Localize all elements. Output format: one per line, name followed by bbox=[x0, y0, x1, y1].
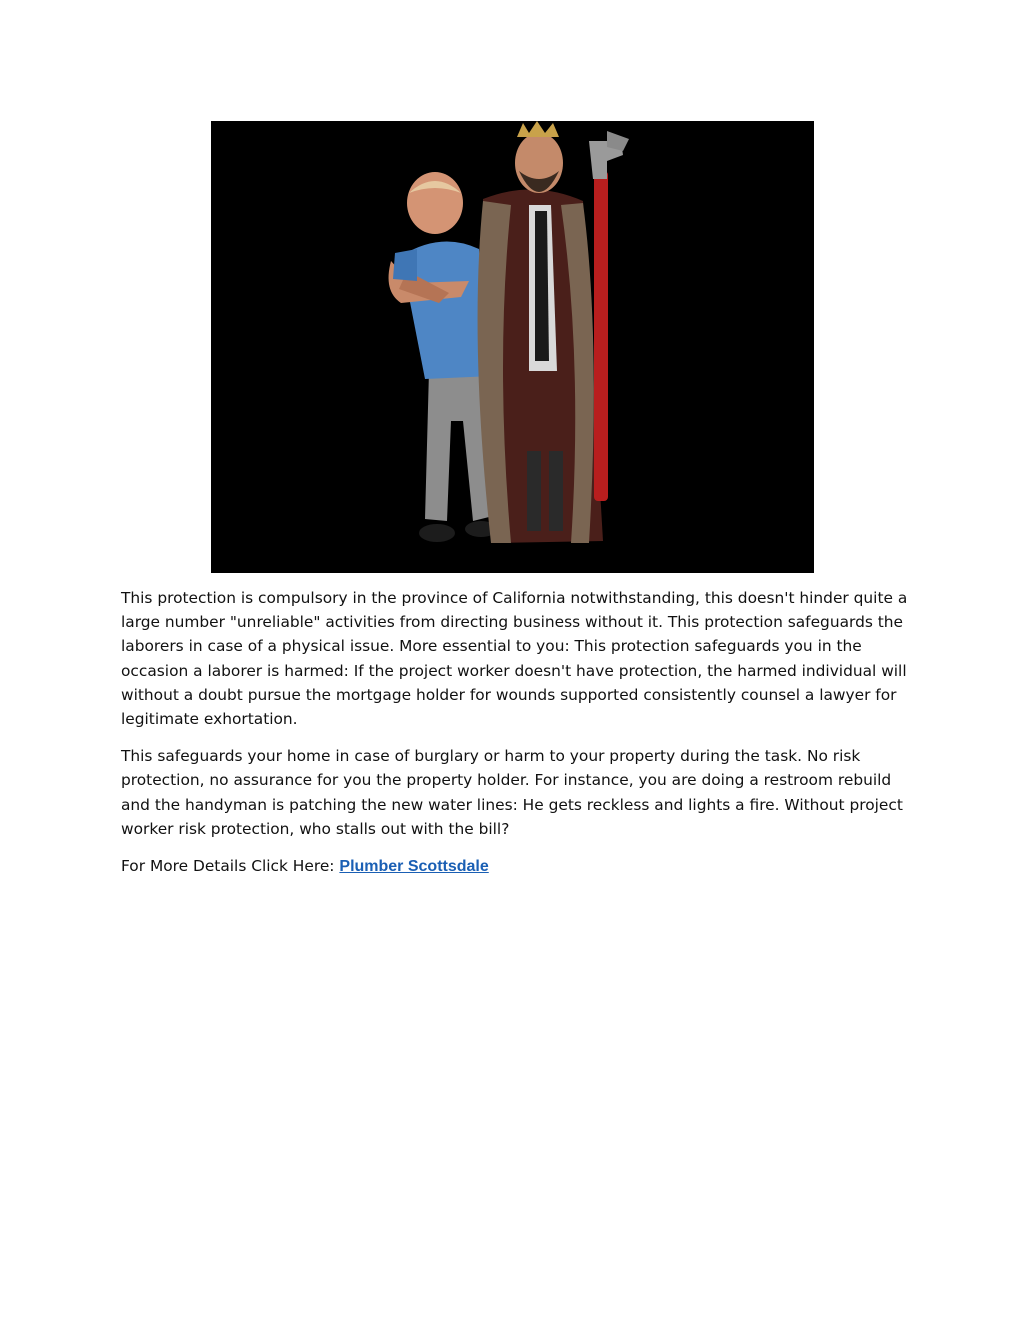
hero-photo bbox=[211, 121, 814, 573]
plumber-scottsdale-link[interactable]: Plumber Scottsdale bbox=[339, 858, 489, 876]
paragraph-2: This safeguards your home in case of burglary or harm to your property during the task. No risk protection, no assurance for you the property holder. For instance, you are doing a restroom rebuild and the handyman is patching the new water lines: He gets reckless and lights a fire. Without project worker risk protection, who stalls out with the bill? bbox=[121, 747, 903, 838]
details-line bbox=[121, 854, 911, 879]
plumber-and-king-illustration bbox=[211, 121, 814, 573]
details-prefix: For More Details Click Here: bbox=[121, 857, 340, 876]
article-body bbox=[121, 586, 911, 892]
paragraph-1: This protection is compulsory in the province of California notwithstanding, this doesn't hinder quite a large number "unreliable" activities from directing business without it. This protection safeguards the laborers in case of a physical issue. More essential to you: This protection safeguards you in the occasion a laborer is harmed: If the project worker doesn't have protection, the harmed individual will without a doubt pursue the mortgage holder for wounds supported consistently counsel a lawyer for legitimate exhortation. bbox=[121, 589, 908, 729]
